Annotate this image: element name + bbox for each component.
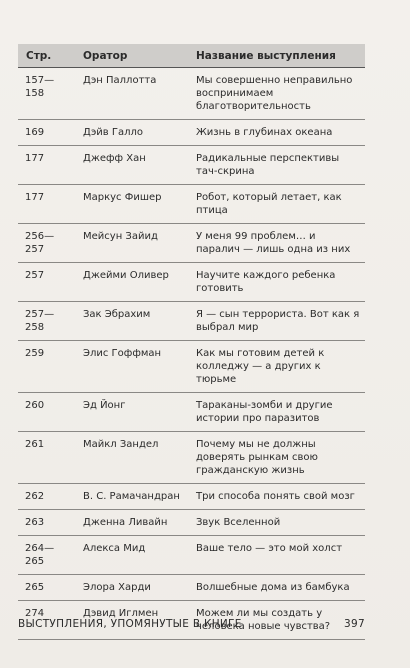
table-row <box>18 510 365 536</box>
cell-speaker: Эд Йонг <box>75 393 188 432</box>
header-talk: Название выступления <box>188 44 365 68</box>
cell-speaker: Джейми Оливер <box>75 263 188 302</box>
cell-speaker: Дженна Ливайн <box>75 510 188 536</box>
table-row <box>18 393 365 432</box>
header-speaker: Оратор <box>75 44 188 68</box>
cell-page: 264—265 <box>18 536 75 575</box>
table-header-row <box>18 44 365 68</box>
cell-page: 260 <box>18 393 75 432</box>
cell-talk: Ваше тело — это мой холст <box>188 536 365 575</box>
cell-talk: Тараканы-зомби и другие истории про паразитов <box>188 393 365 432</box>
cell-talk: Жизнь в глубинах океана <box>188 120 365 146</box>
cell-page: 262 <box>18 484 75 510</box>
cell-talk: Волшебные дома из бамбука <box>188 575 365 601</box>
table-row <box>18 120 365 146</box>
cell-talk: Научите каждого ребенка готовить <box>188 263 365 302</box>
table-row <box>18 302 365 341</box>
cell-page: 274 <box>18 601 75 640</box>
cell-speaker: Дэйв Галло <box>75 120 188 146</box>
cell-speaker: Маркус Фишер <box>75 185 188 224</box>
cell-talk: Как мы готовим детей к колледжу — а других к тюрьме <box>188 341 365 393</box>
cell-speaker: Алекса Мид <box>75 536 188 575</box>
cell-page: 259 <box>18 341 75 393</box>
cell-talk: Мы совершенно неправильно воспринимаем благотворительность <box>188 68 365 120</box>
table-row <box>18 146 365 185</box>
footer-section-title: ВЫСТУПЛЕНИЯ, УПОМЯНУТЫЕ В КНИГЕ <box>18 618 242 630</box>
cell-page: 256—257 <box>18 224 75 263</box>
table-row <box>18 68 365 120</box>
table-row <box>18 432 365 484</box>
table-row <box>18 263 365 302</box>
table-row <box>18 224 365 263</box>
cell-speaker: Элис Гоффман <box>75 341 188 393</box>
talks-table <box>18 44 365 640</box>
cell-speaker: Дэвид Иглмен <box>75 601 188 640</box>
table-row <box>18 536 365 575</box>
cell-speaker: Зак Эбрахим <box>75 302 188 341</box>
cell-speaker: Дэн Паллотта <box>75 68 188 120</box>
cell-page: 263 <box>18 510 75 536</box>
cell-speaker: В. С. Рамачандран <box>75 484 188 510</box>
talks-table-container <box>18 44 365 640</box>
cell-page: 257 <box>18 263 75 302</box>
cell-page: 265 <box>18 575 75 601</box>
cell-talk: Робот, который летает, как птица <box>188 185 365 224</box>
cell-speaker: Мейсун Зайид <box>75 224 188 263</box>
cell-talk: Можем ли мы создать у человека новые чувства? <box>188 601 365 640</box>
cell-page: 177 <box>18 185 75 224</box>
table-row <box>18 341 365 393</box>
page-footer <box>18 618 365 630</box>
cell-talk: У меня 99 проблем… и паралич — лишь одна из них <box>188 224 365 263</box>
cell-page: 257—258 <box>18 302 75 341</box>
cell-talk: Почему мы не должны доверять рынкам свою гражданскую жизнь <box>188 432 365 484</box>
table-row <box>18 484 365 510</box>
cell-page: 169 <box>18 120 75 146</box>
cell-speaker: Элора Харди <box>75 575 188 601</box>
cell-page: 177 <box>18 146 75 185</box>
cell-speaker: Майкл Зандел <box>75 432 188 484</box>
footer-page-number: 397 <box>344 618 365 630</box>
cell-talk: Радикальные перспективы тач-скрина <box>188 146 365 185</box>
cell-talk: Три способа понять свой мозг <box>188 484 365 510</box>
cell-page: 261 <box>18 432 75 484</box>
cell-talk: Звук Вселенной <box>188 510 365 536</box>
cell-speaker: Джефф Хан <box>75 146 188 185</box>
cell-page: 157—158 <box>18 68 75 120</box>
header-page: Стр. <box>18 44 75 68</box>
cell-talk: Я — сын террориста. Вот как я выбрал мир <box>188 302 365 341</box>
table-row <box>18 575 365 601</box>
table-row <box>18 185 365 224</box>
